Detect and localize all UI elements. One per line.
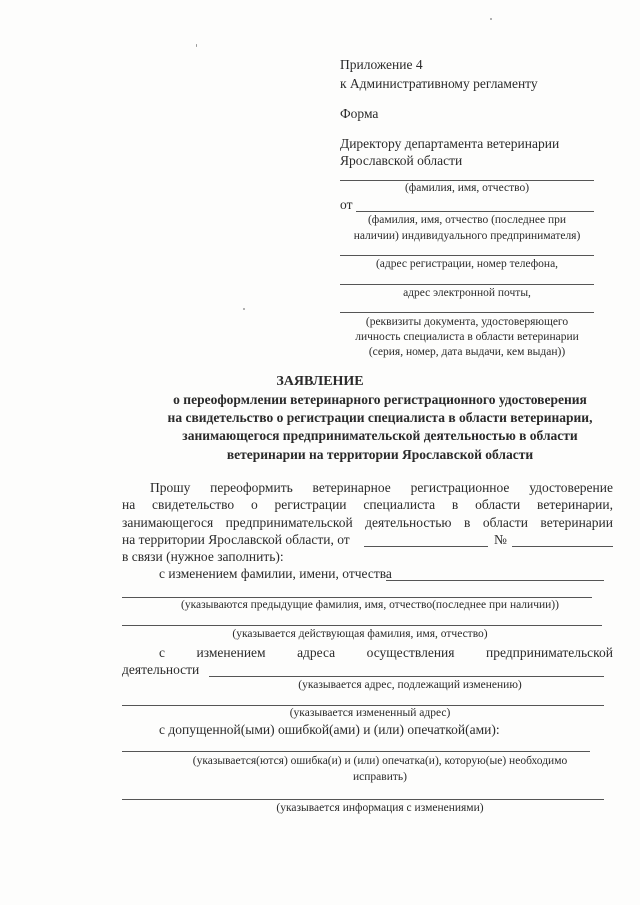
ip-hint-line-1: (фамилия, имя, отчество (последнее при bbox=[367, 214, 567, 226]
error-field-line[interactable] bbox=[122, 751, 590, 752]
option-error-correction: с допущенной(ыми) ошибкой(ами) и (или) опечаткой(ами): bbox=[159, 722, 500, 737]
reason-intro: в связи (нужное заполнить): bbox=[122, 549, 284, 564]
corrected-info-hint: (указывается информация с изменениями) bbox=[276, 802, 484, 814]
statement-subtitle-line-4: ветеринарии на территории Ярославской области bbox=[226, 447, 534, 462]
document-hint-line-1: (реквизиты документа, удостоверяющего bbox=[365, 316, 569, 328]
option-name-change: с изменением фамилии, имени, отчества bbox=[159, 566, 392, 581]
ip-hint-line-2: наличии) индивидуального предпринимателя) bbox=[353, 230, 581, 242]
number-field-line[interactable] bbox=[512, 546, 613, 547]
body-paragraph-line-1: Прошу переоформить ветеринарное регистрационное удостоверение bbox=[150, 480, 613, 495]
document-hint-line-3: (серия, номер, дата выдачи, кем выдан)) bbox=[368, 346, 566, 358]
new-address-field-line[interactable] bbox=[122, 705, 604, 706]
scan-speck bbox=[243, 308, 245, 310]
email-field-line[interactable] bbox=[340, 284, 594, 285]
body-paragraph-line-4: на территории Ярославской области, от bbox=[122, 532, 350, 547]
previous-name-field-line[interactable] bbox=[122, 597, 592, 598]
error-hint-line-1: (указывается(ются) ошибка(и) и (или) опечатка(и), которую(ые) необходимо bbox=[192, 755, 568, 767]
current-name-hint: (указывается действующая фамилия, имя, отчество) bbox=[232, 628, 488, 640]
option-address-change: с изменением адреса осуществления предпринимательской bbox=[159, 645, 613, 660]
from-field-line[interactable] bbox=[356, 211, 594, 212]
name-change-field-line[interactable] bbox=[386, 580, 604, 581]
statement-subtitle-line-3: занимающегося предпринимательской деятельностью в области bbox=[182, 428, 578, 443]
appendix-number: Приложение 4 bbox=[340, 57, 423, 72]
error-hint-line-2: исправить) bbox=[353, 771, 407, 783]
form-label: Форма bbox=[340, 106, 379, 121]
current-name-field-line[interactable] bbox=[122, 625, 602, 626]
scan-speck bbox=[490, 18, 492, 20]
addressee-line-2: Ярославской области bbox=[340, 153, 463, 168]
document-hint-line-2: личность специалиста в области ветеринарии bbox=[355, 331, 579, 343]
fio-hint: (фамилия, имя, отчество) bbox=[404, 182, 530, 194]
body-paragraph-line-3: занимающегося предпринимательской деятельностью в области ветеринарии bbox=[122, 515, 613, 530]
fio-field-line[interactable] bbox=[340, 180, 594, 181]
corrected-info-field-line[interactable] bbox=[122, 799, 604, 800]
statement-subtitle-line-1: о переоформлении ветеринарного регистрационного удостоверения bbox=[173, 392, 587, 407]
previous-name-hint: (указываются предыдущие фамилия, имя, отчество(последнее при наличии)) bbox=[181, 599, 559, 611]
statement-subtitle-line-2: на свидетельство о регистрации специалиста в области ветеринарии, bbox=[167, 410, 593, 425]
from-label: от bbox=[340, 197, 353, 212]
document-field-line[interactable] bbox=[340, 312, 594, 313]
option-address-change-cont: деятельности bbox=[122, 662, 200, 677]
address-field-line[interactable] bbox=[340, 255, 594, 256]
new-address-hint: (указывается измененный адрес) bbox=[289, 707, 451, 719]
old-address-hint: (указывается адрес, подлежащий изменению) bbox=[298, 679, 522, 691]
email-hint: адрес электронной почты, bbox=[403, 287, 531, 299]
number-label: № bbox=[494, 532, 507, 547]
regulation-reference: к Административному регламенту bbox=[340, 76, 538, 91]
date-field-line[interactable] bbox=[364, 546, 488, 547]
addressee-line-1: Директору департамента ветеринарии bbox=[340, 136, 560, 151]
body-paragraph-line-2: на свидетельство о регистрации специалиста в области ветеринарии, bbox=[122, 497, 613, 512]
old-address-field-line[interactable] bbox=[209, 676, 604, 677]
scan-speck bbox=[196, 44, 197, 47]
statement-title: ЗАЯВЛЕНИЕ bbox=[276, 374, 364, 389]
address-hint: (адрес регистрации, номер телефона, bbox=[375, 258, 559, 270]
